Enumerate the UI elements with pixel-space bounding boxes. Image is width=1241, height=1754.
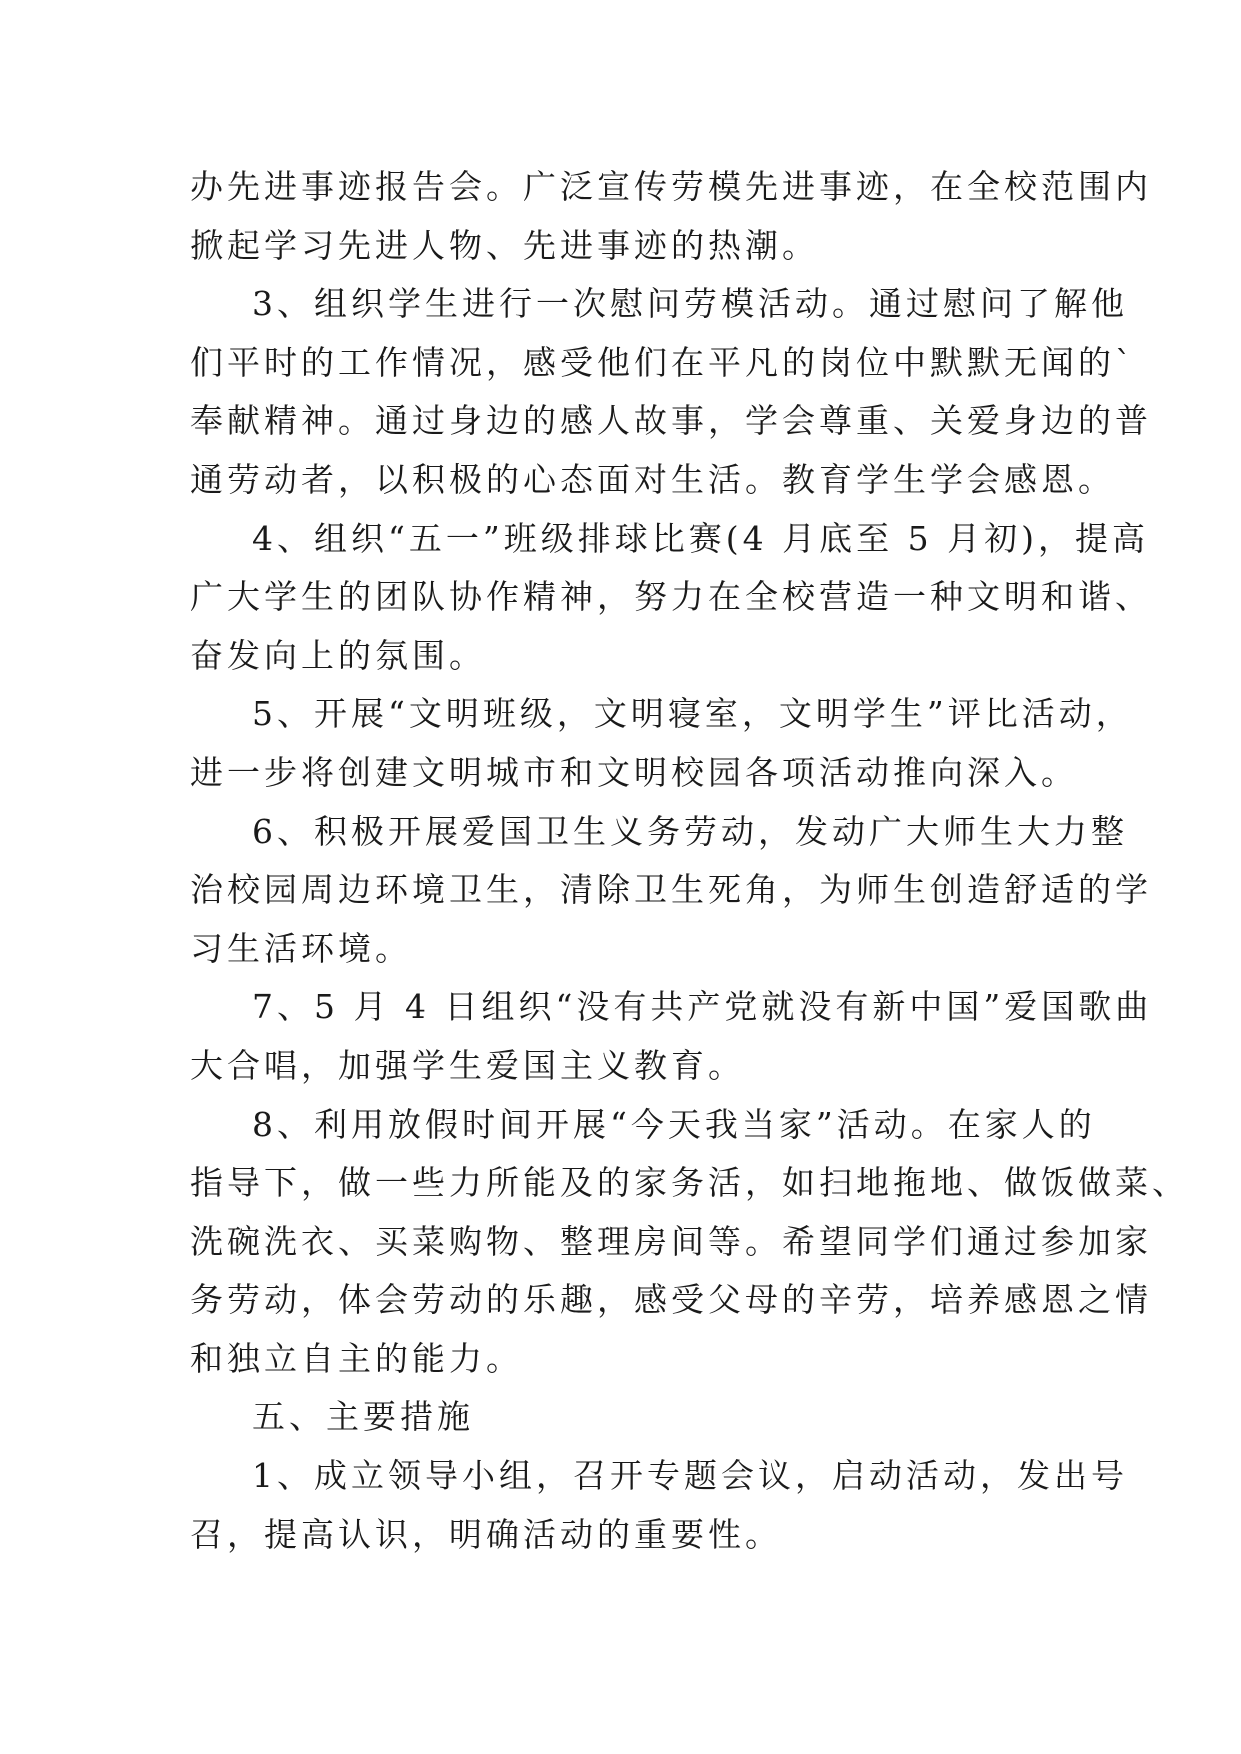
text-line: 奉献精神。通过身边的感人故事，学会尊重、关爱身边的普 (190, 401, 1152, 441)
document-body (190, 158, 1189, 1564)
text-line: 4、组织“五一”班级排球比赛(4 月底至 5 月初)，提高 (252, 518, 1149, 558)
text-line: 大合唱，加强学生爱国主义教育。 (190, 1045, 745, 1085)
text-line: 指导下，做一些力所能及的家务活，如扫地拖地、做饭做菜、 (190, 1163, 1189, 1203)
text-line: 广大学生的团队协作精神，努力在全校营造一种文明和谐、 (190, 577, 1152, 617)
text-line: 办先进事迹报告会。广泛宣传劳模先进事迹，在全校范围内 (190, 167, 1152, 206)
text-line: 务劳动，体会劳动的乐趣，感受父母的辛劳，培养感恩之情 (190, 1280, 1152, 1320)
text-line: 五、主要措施 (252, 1397, 474, 1437)
text-line: 5、开展“文明班级，文明寝室，文明学生”评比活动， (252, 694, 1133, 734)
text-line: 召，提高认识，明确活动的重要性。 (190, 1514, 782, 1554)
text-line: 3、组织学生进行一次慰问劳模活动。通过慰问了解他 (252, 284, 1128, 324)
text-line: 洗碗洗衣、买菜购物、整理房间等。希望同学们通过参加家 (190, 1221, 1152, 1261)
text-line: 6、积极开展爱国卫生义务劳动，发动广大师生大力整 (252, 811, 1128, 851)
text-line: 进一步将创建文明城市和文明校园各项活动推向深入。 (190, 752, 1078, 792)
text-line: 7、5 月 4 日组织“没有共产党就没有新中国”爱国歌曲 (252, 987, 1153, 1027)
text-line: 1、成立领导小组，召开专题会议，启动活动，发出号 (252, 1456, 1128, 1496)
text-line: 习生活环境。 (190, 928, 412, 968)
text-line: 们平时的工作情况，感受他们在平凡的岗位中默默无闻的` (190, 342, 1136, 382)
text-line: 通劳动者，以积极的心态面对生活。教育学生学会感恩。 (190, 459, 1115, 499)
text-line: 治校园周边环境卫生，清除卫生死角，为师生创造舒适的学 (190, 870, 1152, 910)
text-line: 和独立自主的能力。 (190, 1338, 523, 1378)
text-line: 8、利用放假时间开展“今天我当家”活动。在家人的 (252, 1104, 1096, 1144)
text-line: 掀起学习先进人物、先进事迹的热潮。 (190, 225, 819, 265)
text-line: 奋发向上的氛围。 (190, 635, 486, 675)
